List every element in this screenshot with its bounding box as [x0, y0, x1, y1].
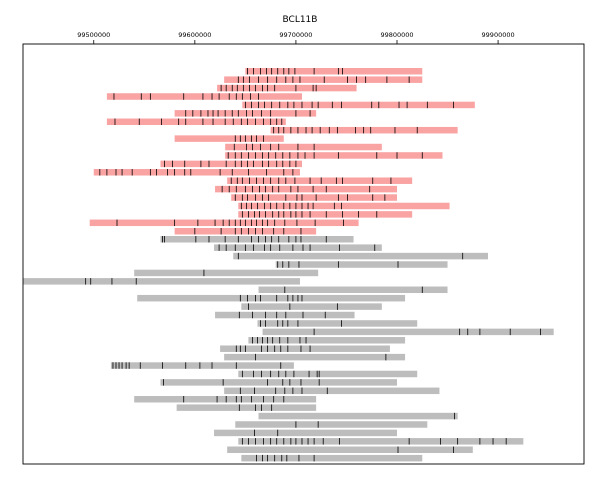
region-bar-b — [248, 337, 405, 344]
region-bar-b — [111, 362, 294, 369]
region-bar-b — [224, 354, 405, 361]
x-tick-label: 99800000 — [380, 31, 414, 39]
region-bar-b — [276, 261, 448, 268]
region-bar-a — [94, 169, 300, 176]
region-bar-b — [259, 287, 448, 294]
region-bar-b — [215, 312, 354, 319]
region-bar-b — [214, 244, 382, 251]
region-bar-b — [134, 396, 316, 403]
region-bar-b — [233, 253, 488, 260]
region-bar-b — [23, 278, 300, 285]
region-bar-b — [241, 303, 382, 310]
x-tick-label: 99900000 — [481, 31, 515, 39]
region-bar-a — [225, 152, 442, 159]
region-bar-b — [259, 413, 458, 420]
chart-title: BCL11B — [282, 15, 318, 25]
plot-area — [23, 68, 554, 461]
x-axis-top — [77, 31, 514, 44]
region-bar-b — [258, 320, 418, 327]
region-bar-a — [271, 127, 458, 134]
region-bar-b — [238, 438, 523, 445]
region-bar-a — [90, 220, 359, 227]
region-bar-a — [242, 102, 474, 109]
region-bar-a — [107, 93, 302, 100]
region-bar-a — [231, 194, 397, 201]
x-tick-label: 99700000 — [279, 31, 313, 39]
region-bar-b — [137, 295, 405, 302]
region-bar-a — [238, 211, 412, 218]
region-bar-b — [227, 447, 473, 454]
region-bar-a — [225, 144, 382, 151]
region-bar-a — [175, 228, 317, 235]
region-bar-a — [224, 76, 422, 83]
region-bar-b — [134, 270, 318, 277]
region-bar-b — [224, 388, 439, 395]
region-bar-b — [160, 236, 353, 243]
region-bar-a — [107, 119, 286, 126]
region-bar-b — [214, 430, 397, 437]
region-bar-a — [160, 161, 302, 168]
region-bar-b — [241, 455, 422, 462]
region-bar-b — [160, 379, 397, 386]
region-bar-a — [175, 110, 317, 117]
region-bar-a — [227, 177, 412, 184]
region-bar-a — [238, 203, 449, 210]
region-bar-b — [235, 421, 427, 428]
x-tick-label: 99500000 — [77, 31, 111, 39]
region-bar-a — [175, 135, 284, 142]
region-bar-b — [177, 404, 316, 411]
region-bar-b — [238, 371, 417, 378]
region-bar-a — [217, 85, 356, 92]
x-tick-label: 99600000 — [178, 31, 212, 39]
